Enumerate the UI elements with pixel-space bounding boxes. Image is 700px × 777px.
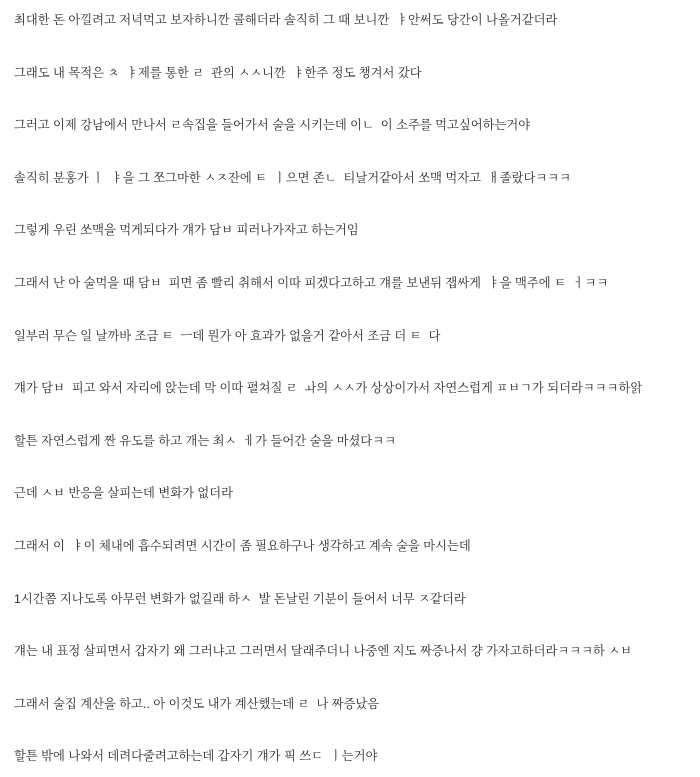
paragraph-spacer <box>14 292 686 328</box>
post-paragraph: 솔직히 분홍가 ㅣ ㅑ을 그 쪼그마한 ㅅㅈ잔에 ㅌ ㅣ으면 존ㄴ 티날거같아서 쏘맥 먹자고 ㅐ졸랐다ㅋㅋㅋ <box>14 170 571 185</box>
post-paragraph: 그래서 이 ㅑ이 체내에 흡수되려면 시간이 좀 필요하구나 생각하고 계속 술을 마시는데 <box>14 538 471 553</box>
post-paragraph: 걔가 담ㅂ 피고 와서 자리에 앉는데 막 이따 펼쳐질 ㄹ ㅘ의 ㅅㅅ가 상상이가서 자연스럽게 ㅍㅂㄱ가 되더라ㅋㅋㅋ하앍 <box>14 381 643 396</box>
post-paragraph: 그래도 내 목적은 ㅊ ㅑ제를 통한 ㄹ 관의 ㅅㅅ니깐 ㅑ한주 정도 챙겨서 갔다 <box>14 65 422 80</box>
post-paragraph: 그래서 난 아 술먹을 때 담ㅂ 피면 좀 빨리 취해서 이따 피겠다고하고 걔를 보낸뒤 잽싸게 ㅑ을 맥주에 ㅌ ㅓㅋㅋ <box>14 275 609 290</box>
paragraph-spacer <box>14 712 686 748</box>
paragraph-spacer <box>14 502 686 538</box>
post-paragraph: 최대한 돈 아낄려고 저녁먹고 보자하니깐 콜해더라 솔직히 그 때 보니깐 ㅑ안써도 당간이 나올거같더라 <box>14 13 558 27</box>
paragraph-spacer <box>14 134 686 170</box>
paragraph-spacer <box>14 239 686 275</box>
paragraph-spacer <box>14 555 686 591</box>
paragraph-spacer <box>14 344 686 380</box>
paragraph-spacer <box>14 449 686 485</box>
paragraph-spacer <box>14 29 686 65</box>
paragraph-spacer <box>14 186 686 222</box>
post-paragraph: 근데 ㅅㅂ 반응을 살피는데 변화가 없더라 <box>14 486 234 501</box>
post-paragraph: 그러고 이제 강남에서 만나서 ㄹ속집을 들어가서 술을 시키는데 이ㄴ 이 소주를 먹고싶어하는거야 <box>14 118 531 133</box>
post-paragraph: 할튼 자연스럽게 짠 유도를 하고 개는 최ㅅ ㅔ가 들어간 술을 마셨다ㅋㅋ <box>14 433 397 448</box>
paragraph-spacer <box>14 660 686 696</box>
post-paragraph: 할튼 밖에 나와서 데려다줄려고하는데 갑자기 걔가 픽 쓰ㄷ ㅣ는거야 <box>14 749 378 764</box>
post-paragraph: 그렇게 우린 쏘맥을 먹게되다가 걔가 담ㅂ 피러나가자고 하는거임 <box>14 223 359 238</box>
post-paragraph: 그래서 술집 계산을 하고.. 아 이것도 내가 계산했는데 ㄹ 나 짜증났음 <box>14 696 380 711</box>
post-paragraph: 걔는 내 표정 살피면서 갑자기 왜 그러냐고 그러면서 달래주더니 나중엔 지도 짜증나서 걍 가자고하더라ㅋㅋㅋ하 ㅅㅂ <box>14 644 633 659</box>
paragraph-spacer <box>14 397 686 433</box>
post-paragraph: 1시간쯤 지나도록 아무런 변화가 없길래 하ㅅ 발 돈날린 기분이 들어서 너무 ㅈ같더라 <box>14 591 466 606</box>
paragraph-spacer <box>14 81 686 117</box>
paragraph-spacer <box>14 607 686 643</box>
post-paragraph: 일부러 무슨 일 날까바 조금 ㅌ ㅡ데 뭔가 아 효과가 없을거 같아서 조금 더 ㅌ 다 <box>14 328 441 343</box>
